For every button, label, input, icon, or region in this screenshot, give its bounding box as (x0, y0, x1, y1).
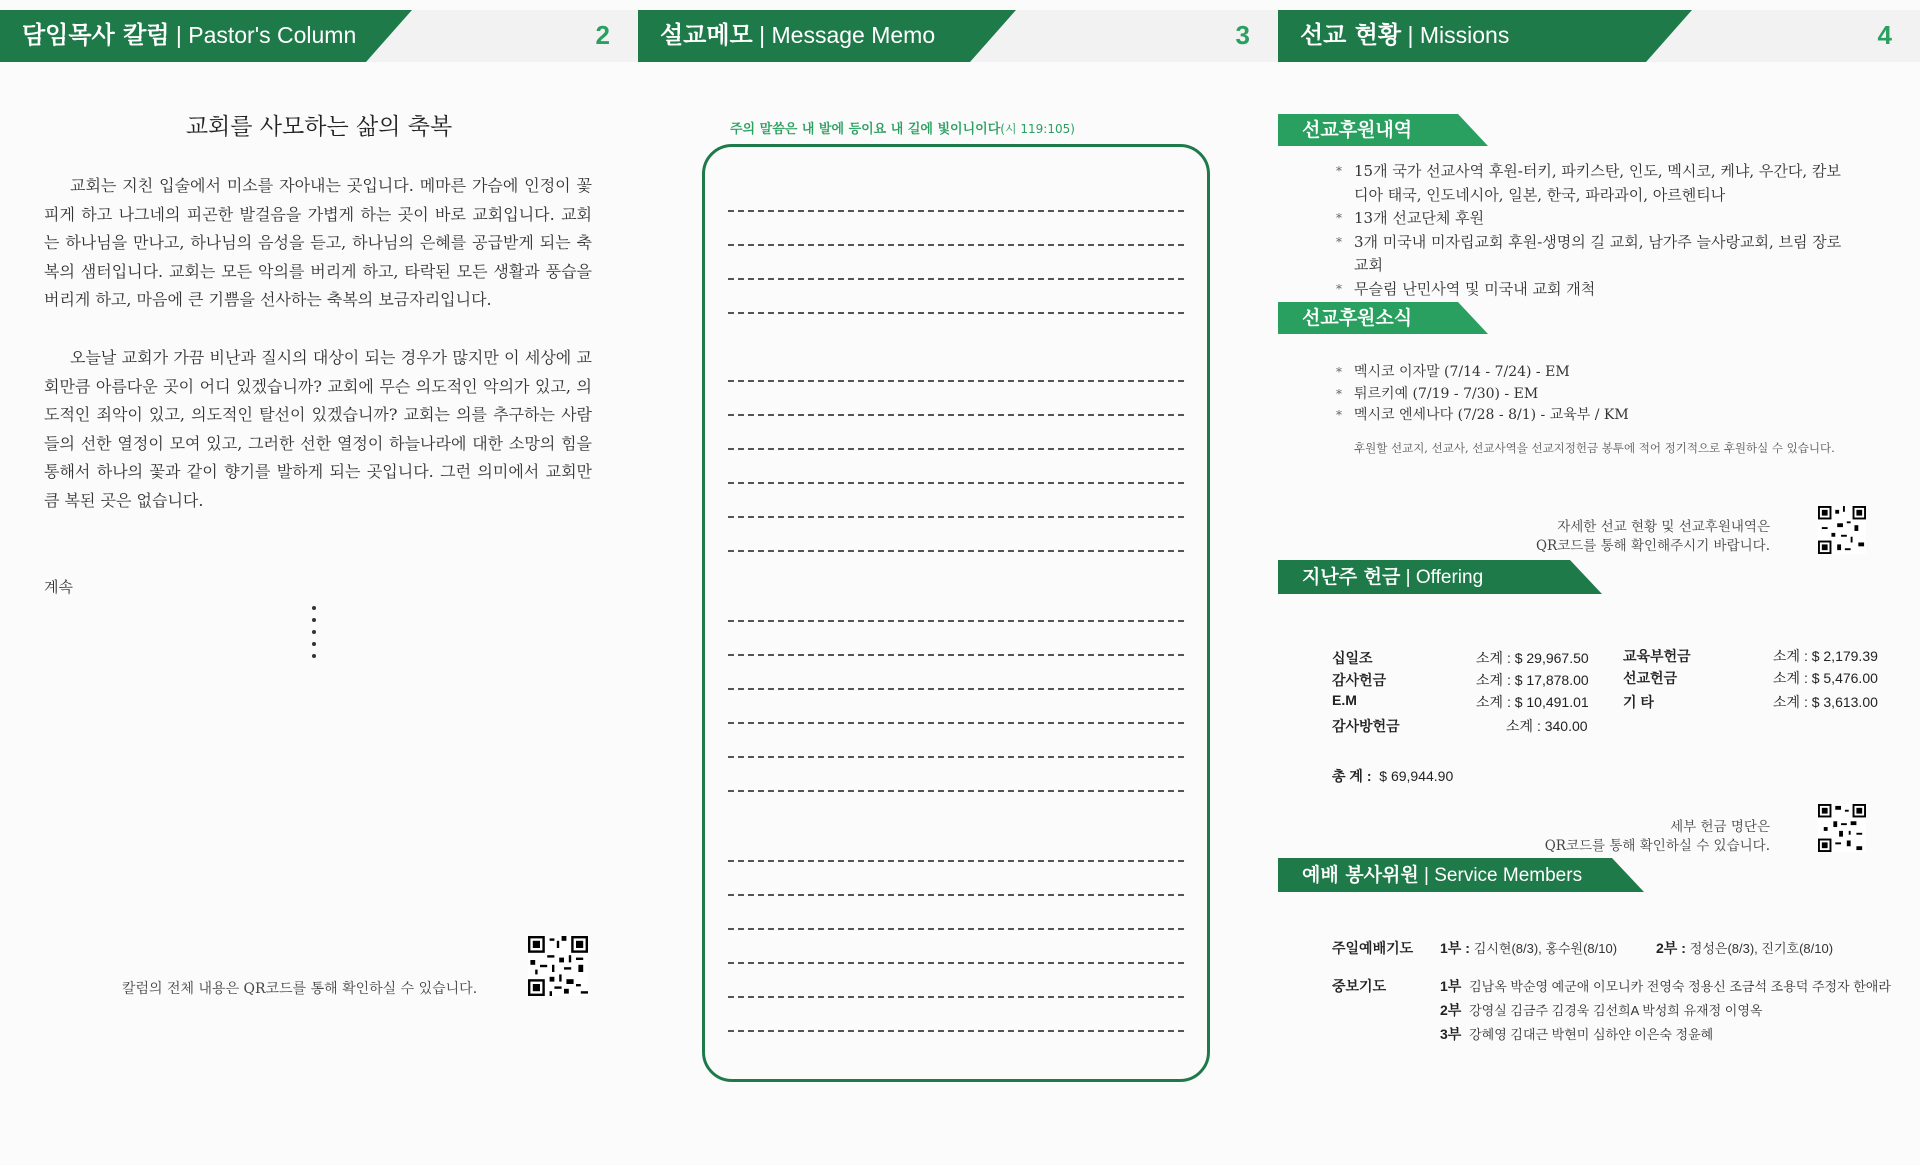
column-paragraph-2: 오늘날 교회가 가끔 비난과 질시의 대상이 되는 경우가 많지만 이 세상에 교회만큼 아름다운 곳이 어디 있겠습니까? 교회에 무슨 의도적인 악의가 있고, 의도적인 죄악이 있고, 의도적인 탈선이 있겠습니까? 교회는 의를 추구하는 사람들의 선한 열정이 모여 있고, 그러한 선한 열정이 하늘나라에 대한 소망의 힘을 통해서 하나의 꽃과 같이 향기를 발하게 되는 곳입니다. 그런 의미에서 교회만큼 복된 곳은 없습니다. (44, 348, 592, 510)
service-section-tag: 예배 봉사위원 | Service Members (1278, 858, 1644, 892)
message-memo-panel (638, 0, 1278, 1165)
memo-line (728, 1030, 1184, 1032)
page-title: 담임목사 칼럼 | Pastor's Column (22, 21, 357, 49)
memo-line (728, 550, 1184, 552)
missions-panel (1278, 0, 1920, 1165)
memo-header (638, 10, 1278, 62)
memo-line (728, 790, 1184, 792)
missions-qr-code[interactable] (1818, 506, 1866, 554)
offering-label: 감사방헌금 (1332, 718, 1400, 734)
memo-line (728, 756, 1184, 758)
support-list (1332, 160, 1852, 301)
memo-line (728, 312, 1184, 314)
memo-line (728, 448, 1184, 450)
missions-header (1278, 10, 1920, 62)
memo-line (728, 996, 1184, 998)
continued-label: 계속 (44, 578, 73, 596)
offering-section-tag: 지난주 헌금 | Offering (1278, 560, 1602, 594)
list-item: * 3개 미국내 미자립교회 후원-생명의 길 교회, 남가주 늘사랑교회, 브림 장로교회 (1332, 231, 1852, 278)
memo-line (728, 722, 1184, 724)
memo-line (728, 654, 1184, 656)
prayer-2: 2부 : 정성은(8/3), 진기호(8/10) (1656, 940, 1834, 956)
offering-value: 소계 : $ 29,967.50 (1476, 650, 1589, 666)
prayer-label: 주일예배기도 (1332, 940, 1414, 956)
memo-line (728, 894, 1184, 896)
offering-value: 소계 : $ 17,878.00 (1476, 672, 1589, 688)
list-item: * 13개 선교단체 후원 (1332, 207, 1852, 231)
column-qr-note: 칼럼의 전체 내용은 QR코드를 통해 확인하실 수 있습니다. (122, 981, 478, 997)
intercession-row: 3부 강혜영 김대근 박현미 심하얀 이은숙 정윤혜 (1440, 1026, 1714, 1042)
offering-value: 소계 : $ 3,613.00 (1773, 694, 1878, 710)
offering-value: 소계 : $ 5,476.00 (1773, 670, 1878, 686)
prayer-1: 1부 : 김시현(8/3), 홍수원(8/10) (1440, 940, 1618, 956)
memo-line (728, 620, 1184, 622)
memo-line (728, 414, 1184, 416)
pastor-column-panel (0, 0, 638, 1165)
memo-line (728, 516, 1184, 518)
page-number: 2 (595, 20, 610, 50)
memo-line (728, 244, 1184, 246)
memo-line (728, 380, 1184, 382)
offering-value: 소계 : $ 10,491.01 (1476, 694, 1589, 710)
page-title: 설교메모 | Message Memo (660, 21, 936, 49)
list-item: * 무슬림 난민사역 및 미국내 교회 개척 (1332, 278, 1852, 302)
offering-label: 십일조 (1332, 650, 1373, 666)
news-list (1332, 362, 1852, 427)
memo-line (728, 688, 1184, 690)
offering-label: 교육부헌금 (1623, 648, 1691, 664)
intercession-label: 중보기도 (1332, 978, 1387, 994)
list-item: * 15개 국가 선교사역 후원-터키, 파키스탄, 인도, 멕시코, 케냐, 우간다, 캄보디아 태국, 인도네시아, 일본, 한국, 파라과이, 아르헨티나 (1332, 160, 1852, 207)
offering-label: 감사헌금 (1332, 672, 1387, 688)
column-title: 교회를 사모하는 삶의 축복 (185, 114, 453, 140)
memo-line (728, 860, 1184, 862)
column-qr-code[interactable] (528, 936, 588, 996)
page-title: 선교 현황 | Missions (1300, 21, 1510, 49)
intercession-row: 2부 강영실 김금주 김경욱 김선희A 박성희 유재정 이영옥 (1440, 1002, 1763, 1018)
news-section-tag: 선교후원소식 (1278, 302, 1488, 334)
memo-box[interactable] (702, 144, 1210, 1082)
memo-line (728, 278, 1184, 280)
list-item: * 멕시코 엔세나다 (7/28 - 8/1) - 교육부 / KM (1332, 405, 1852, 427)
column-paragraph-1: 교회는 지친 입술에서 미소를 자아내는 곳입니다. 메마른 가슴에 인정이 꽃피게 하고 나그네의 피곤한 발걸음을 가볍게 하는 곳이 바로 교회입니다. 교회는 하나님을 만나고, 하나님의 음성을 듣고, 하나님의 은혜를 공급받게 되는 축복의 샘터입니다. 교회는 모든 악의를 버리게 하고, 타락된 모든 생활과 풍습을 버리게 하고, 마음에 큰 기쁨을 선사하는 축복의 보금자리입니다. (44, 176, 592, 310)
page-number: 4 (1877, 20, 1892, 50)
offering-qr-note: 세부 헌금 명단은 QR코드를 통해 확인하실 수 있습니다. (1544, 819, 1770, 854)
list-item: * 멕시코 이자말 (7/14 - 7/24) - EM (1332, 362, 1852, 384)
scripture-verse: 주의 말씀은 내 발에 등이요 내 길에 빛이니이다(시 119:105) (730, 122, 1075, 137)
page-number: 3 (1235, 20, 1250, 50)
offering-label: E.M (1332, 692, 1357, 708)
memo-line (728, 928, 1184, 930)
list-item: * 튀르키예 (7/19 - 7/30) - EM (1332, 384, 1852, 406)
offering-total: 총 계 : $ 69,944.90 (1332, 768, 1454, 784)
intercession-row: 1부 김남옥 박순영 예군애 이모니카 전영숙 정용신 조금석 조용덕 주정자 한애라 (1440, 978, 1891, 994)
memo-line (728, 482, 1184, 484)
offering-qr-code[interactable] (1818, 804, 1866, 852)
news-note: 후원할 선교지, 선교사, 선교사역을 선교지정헌금 봉투에 적어 정기적으로 후원하실 수 있습니다. (1354, 441, 1835, 455)
pastor-header (0, 10, 638, 62)
offering-value: 소계 : 340.00 (1506, 718, 1588, 734)
memo-line (728, 962, 1184, 964)
offering-label: 기 타 (1623, 694, 1654, 710)
support-section-tag: 선교후원내역 (1278, 114, 1488, 146)
offering-label: 선교헌금 (1623, 670, 1678, 686)
missions-qr-note: 자세한 선교 현황 및 선교후원내역은 QR코드를 통해 확인해주시기 바랍니다. (1535, 519, 1770, 554)
memo-line (728, 210, 1184, 212)
offering-value: 소계 : $ 2,179.39 (1773, 648, 1878, 664)
ellipsis-dots (312, 606, 318, 666)
